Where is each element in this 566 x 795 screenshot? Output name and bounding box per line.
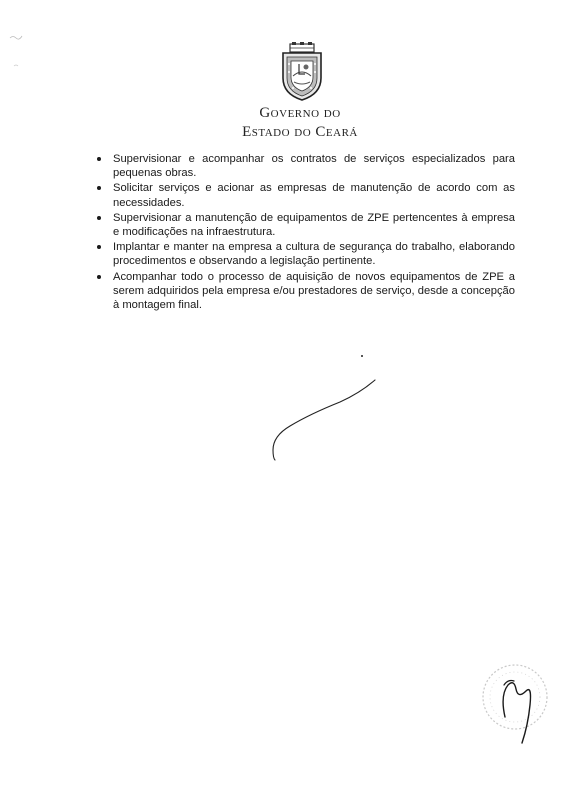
scan-artifact-mark: [6, 18, 36, 78]
bullet-icon: [97, 245, 101, 249]
handwritten-signature-icon: [265, 378, 380, 463]
government-header: [200, 104, 400, 142]
list-item-text: Supervisionar a manutenção de equipamentos de ZPE pertencentes à empresa e modificações na infraestrutura.: [113, 211, 515, 239]
list-item: [95, 211, 515, 239]
list-item-text: Solicitar serviços e acionar as empresas de manutenção de acordo com as necessidades.: [113, 182, 515, 209]
bullet-icon: [97, 186, 101, 190]
list-item: [95, 270, 515, 313]
list-item-text: Acompanhar todo o processo de aquisição de novos equipamentos de ZPE a serem adquiridos pela empresa e/ou prestadores de serviço, desde a concepção à montagem final.: [113, 270, 515, 312]
list-item-text: Supervisionar e acompanhar os contratos de serviços especializados para pequenas obras.: [113, 153, 515, 180]
responsibilities-list: [95, 152, 515, 313]
header-line-2: Estado do Ceará: [242, 124, 358, 140]
bullet-icon: [97, 216, 101, 220]
list-item-text: Implantar e manter na empresa a cultura de segurança do trabalho, elaborando procedimentos e observando a legislação pertinente.: [113, 241, 515, 268]
list-item: [95, 181, 515, 209]
ink-speck: [361, 355, 363, 357]
bullet-icon: [97, 275, 101, 279]
list-item: [95, 240, 515, 268]
rubric-stamp-icon: [470, 655, 555, 750]
header-line-1: Governo do: [259, 105, 341, 121]
ceara-coat-of-arms-icon: [277, 42, 327, 102]
list-item: [95, 152, 515, 180]
bullet-icon: [97, 157, 101, 161]
